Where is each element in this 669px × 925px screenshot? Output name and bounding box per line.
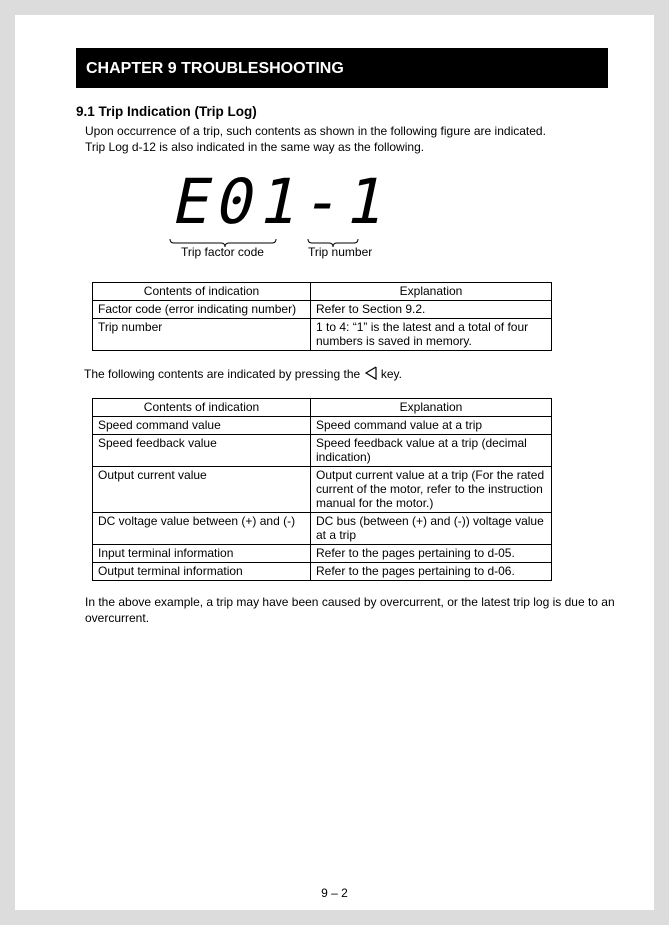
seven-segment-display: E01-1: [166, 165, 399, 238]
cell: Speed feedback value at a trip (decimal indication): [311, 435, 552, 467]
cell: Trip number: [93, 319, 311, 351]
cell: Speed feedback value: [93, 435, 311, 467]
cell: Input terminal information: [93, 545, 311, 563]
page-number: 9 – 2: [321, 886, 348, 900]
header-cell: Explanation: [311, 399, 552, 417]
cell: DC voltage value between (+) and (-): [93, 513, 311, 545]
document-page: [15, 15, 654, 910]
cell: Refer to the pages pertaining to d-06.: [311, 563, 552, 581]
intro-line-1: Upon occurrence of a trip, such contents as shown in the following figure are indicated.: [85, 124, 546, 138]
key-text-before: The following contents are indicated by pressing the: [84, 367, 361, 381]
intro-line-2: Trip Log d-12 is also indicated in the same way as the following.: [85, 140, 425, 154]
table-row: [93, 467, 552, 513]
cell: Refer to the pages pertaining to d-05.: [311, 545, 552, 563]
header-cell: Explanation: [311, 283, 552, 301]
cell: Output terminal information: [93, 563, 311, 581]
chapter-header: CHAPTER 9 TROUBLESHOOTING: [76, 48, 608, 88]
cell: Output current value: [93, 467, 311, 513]
contents-table: [92, 398, 552, 581]
cell: DC bus (between (+) and (-)) voltage value at a trip: [311, 513, 552, 545]
table-row: [93, 545, 552, 563]
cell: Refer to Section 9.2.: [311, 301, 552, 319]
trip-factor-code-label: Trip factor code: [181, 245, 264, 259]
cell: Speed command value at a trip: [311, 417, 552, 435]
left-triangle-key-icon: [364, 366, 378, 380]
header-cell: Contents of indication: [93, 399, 311, 417]
table-row: [93, 319, 552, 351]
cell: Speed command value: [93, 417, 311, 435]
key-instruction: [84, 366, 402, 382]
cell: Factor code (error indicating number): [93, 301, 311, 319]
trip-indication-table: [92, 282, 552, 351]
cell: Output current value at a trip (For the rated current of the motor, refer to the instruction manual for the motor.): [311, 467, 552, 513]
section-title: 9.1 Trip Indication (Trip Log): [76, 104, 257, 119]
table-row: [93, 563, 552, 581]
table-header-row: [93, 283, 552, 301]
table-row: [93, 301, 552, 319]
trip-number-label: Trip number: [308, 245, 373, 259]
header-cell: Contents of indication: [93, 283, 311, 301]
conclusion-paragraph: In the above example, a trip may have been caused by overcurrent, or the latest trip log is due to an overcurrent.: [85, 595, 615, 625]
key-text-after: key.: [380, 367, 402, 381]
cell: 1 to 4: “1” is the latest and a total of four numbers is saved in memory.: [311, 319, 552, 351]
table-row: [93, 513, 552, 545]
table-row: [93, 435, 552, 467]
table-header-row: [93, 399, 552, 417]
table-row: [93, 417, 552, 435]
